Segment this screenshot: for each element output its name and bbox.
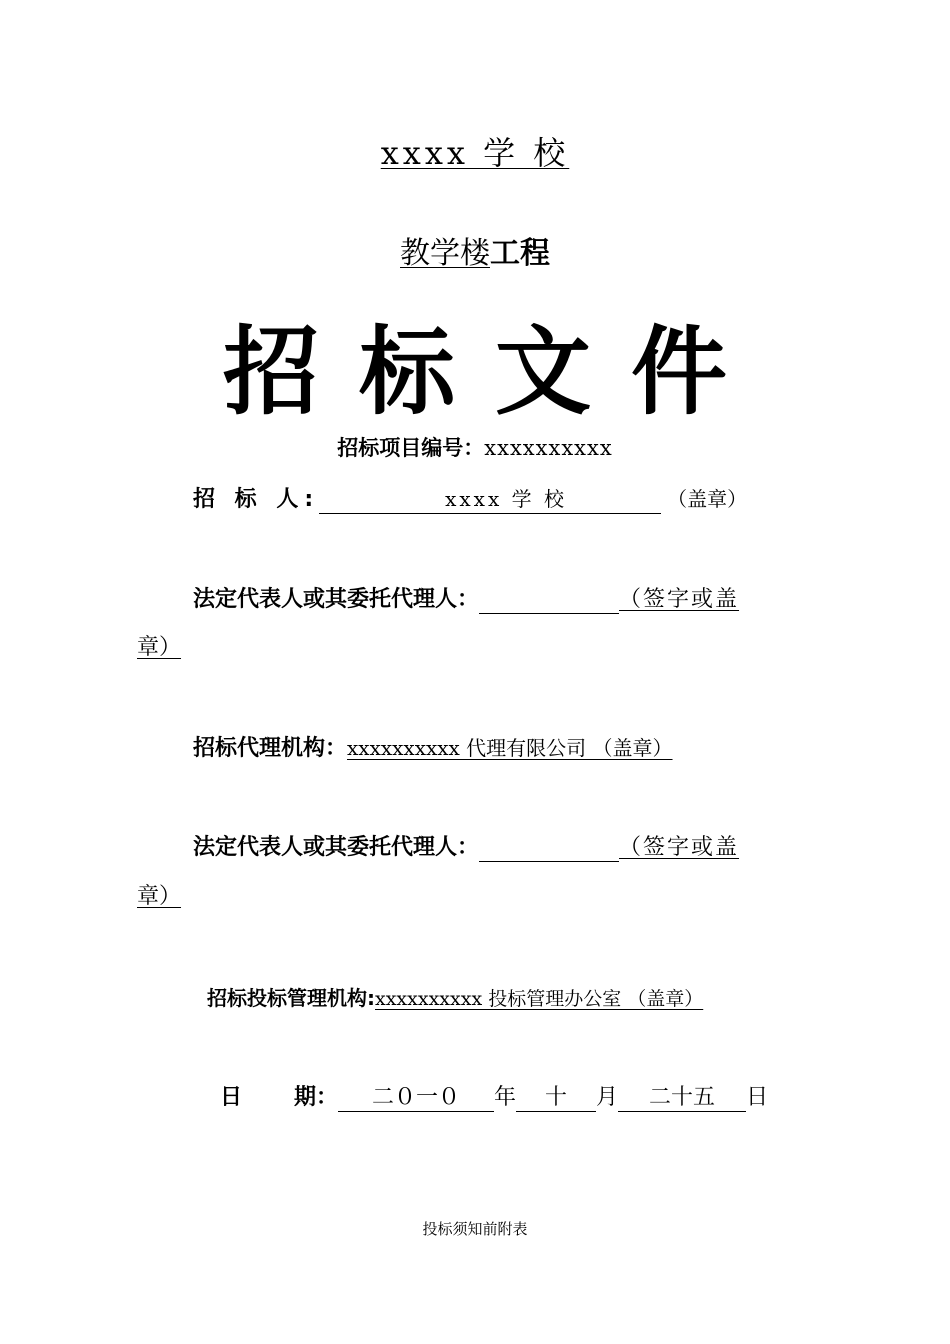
legal-rep-2-line2 [137,879,181,910]
tenderer-field [319,487,748,514]
project-number-value: xxxxxxxxxx [484,436,613,460]
legal-rep-1-line2 [137,630,181,661]
management-label: 招标投标管理机构: [207,986,375,1010]
date-month-unit: 月 [596,1085,619,1110]
date-label-period: 期： [294,1085,339,1110]
agency-value: xxxxxxxxxx 代理有限公司 （盖章） [347,736,673,760]
page-footer: 投标须知前附表 [422,1220,528,1238]
agency-line [193,731,673,762]
legal-rep-1-line [193,582,739,614]
tenderer-value: xxxx 学 校 [445,487,567,511]
project-number-label: 招标项目编号： [337,436,485,460]
project-suffix: 工程 [490,236,550,271]
legal-rep-2-note: （签字或盖 [619,835,740,860]
date-line [220,1080,768,1112]
legal-rep-1-label: 法定代表人或其委托代理人： [193,587,480,612]
tenderer-label: 招 标 人: [193,487,320,512]
tenderer-seal-note: （盖章） [667,487,748,511]
date-year-unit: 年 [494,1085,517,1110]
school-name: xxxx 学 校 [380,134,570,172]
date-day-unit: 日 [746,1085,769,1110]
legal-rep-2-label: 法定代表人或其委托代理人： [193,835,480,860]
legal-rep-1-note: （签字或盖 [619,587,740,612]
management-line [207,982,703,1011]
agency-label: 招标代理机构： [193,736,348,761]
legal-rep-1-note-cont: 章） [137,635,182,660]
project-name: 教学楼 [400,236,490,271]
legal-rep-2-field [479,835,619,862]
date-month-field: 十 [516,1085,596,1112]
main-title: 招标文件 [223,316,767,428]
management-value: xxxxxxxxxx 投标管理办公室 （盖章） [375,988,704,1010]
legal-rep-1-field [479,587,619,614]
tenderer-line [193,482,748,514]
project-title [0,228,950,272]
date-day-field: 二十五 [618,1085,746,1112]
school-title [0,128,950,174]
legal-rep-2-note-cont: 章） [137,884,182,909]
date-year-field: 二０一０ [338,1085,494,1112]
project-number-line [0,432,950,462]
legal-rep-2-line [193,830,739,862]
date-label-day: 日 [220,1085,243,1110]
